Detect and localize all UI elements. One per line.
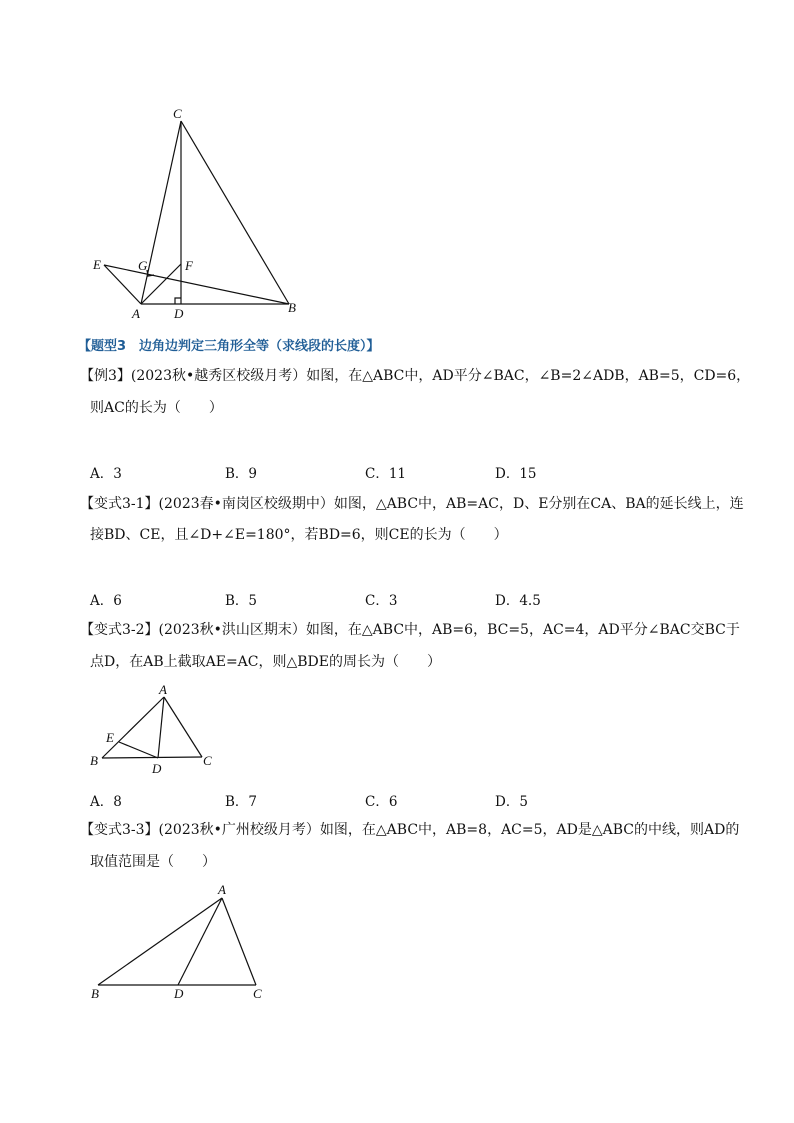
variant3-3-line1: 【变式3-3】(2023秋•广州校级月考）如图，在△ABC中，AB=8，AC=5，AD是△ABC的中线，则AD的 (80, 822, 740, 838)
option-d[interactable]: D．4.5 (495, 593, 541, 609)
variant3-2-options (90, 790, 650, 810)
option-a[interactable]: A．3 (90, 466, 122, 482)
label-G: G (138, 258, 148, 273)
option-c[interactable]: C．11 (365, 466, 407, 482)
variant3-3-line2: 取值范围是（ ） (90, 854, 216, 870)
label-A: A (218, 882, 226, 897)
option-c[interactable]: C．3 (365, 593, 398, 609)
example3-line2: 则AC的长为（ ） (90, 400, 223, 416)
label-C: C (253, 986, 262, 1001)
example3-options (90, 462, 650, 482)
option-a[interactable]: A．8 (90, 794, 122, 810)
figure-triangle-abc-3 (85, 880, 275, 1005)
label-D: D (174, 306, 184, 321)
figure-triangle-abc-1 (80, 100, 310, 325)
label-A: A (159, 682, 167, 697)
variant3-1-line2: 接BD、CE，且∠D+∠E=180°，若BD=6，则CE的长为（ ） (90, 527, 508, 543)
option-b[interactable]: B．9 (225, 466, 258, 482)
label-B: B (90, 753, 98, 768)
option-b[interactable]: B．5 (225, 593, 258, 609)
option-c[interactable]: C．6 (365, 794, 398, 810)
variant3-1-line1: 【变式3-1】(2023春•南岗区校级期中）如图，△ABC中，AB=AC，D、E分别在CA、BA的延长线上，连 (80, 496, 744, 512)
option-d[interactable]: D．5 (495, 794, 528, 810)
variant3-2-line2: 点D，在AB上截取AE=AC，则△BDE的周长为（ ） (90, 654, 442, 670)
label-E: E (106, 730, 114, 745)
label-C: C (203, 753, 212, 768)
label-D: D (174, 986, 184, 1001)
variant3-2-line1: 【变式3-2】(2023秋•洪山区期末）如图，在△ABC中，AB=6，BC=5，AC=4，AD平分∠BAC交BC于 (80, 622, 740, 638)
label-B: B (288, 300, 296, 315)
label-F: F (185, 258, 193, 273)
variant3-1-options (90, 589, 650, 609)
label-C: C (173, 106, 182, 121)
label-B: B (91, 986, 99, 1001)
label-A: A (132, 306, 140, 321)
figure-triangle-abc-2 (85, 680, 225, 780)
example3-line1: 【例3】(2023秋•越秀区校级月考）如图，在△ABC中，AD平分∠BAC，∠B=2∠ADB，AB=5，CD=6， (80, 368, 751, 384)
option-d[interactable]: D．15 (495, 466, 537, 482)
label-D: D (152, 761, 162, 776)
section-heading: 【题型3 边角边判定三角形全等（求线段的长度）】 (78, 339, 380, 354)
option-b[interactable]: B．7 (225, 794, 258, 810)
label-E: E (93, 257, 101, 272)
option-a[interactable]: A．6 (90, 593, 122, 609)
